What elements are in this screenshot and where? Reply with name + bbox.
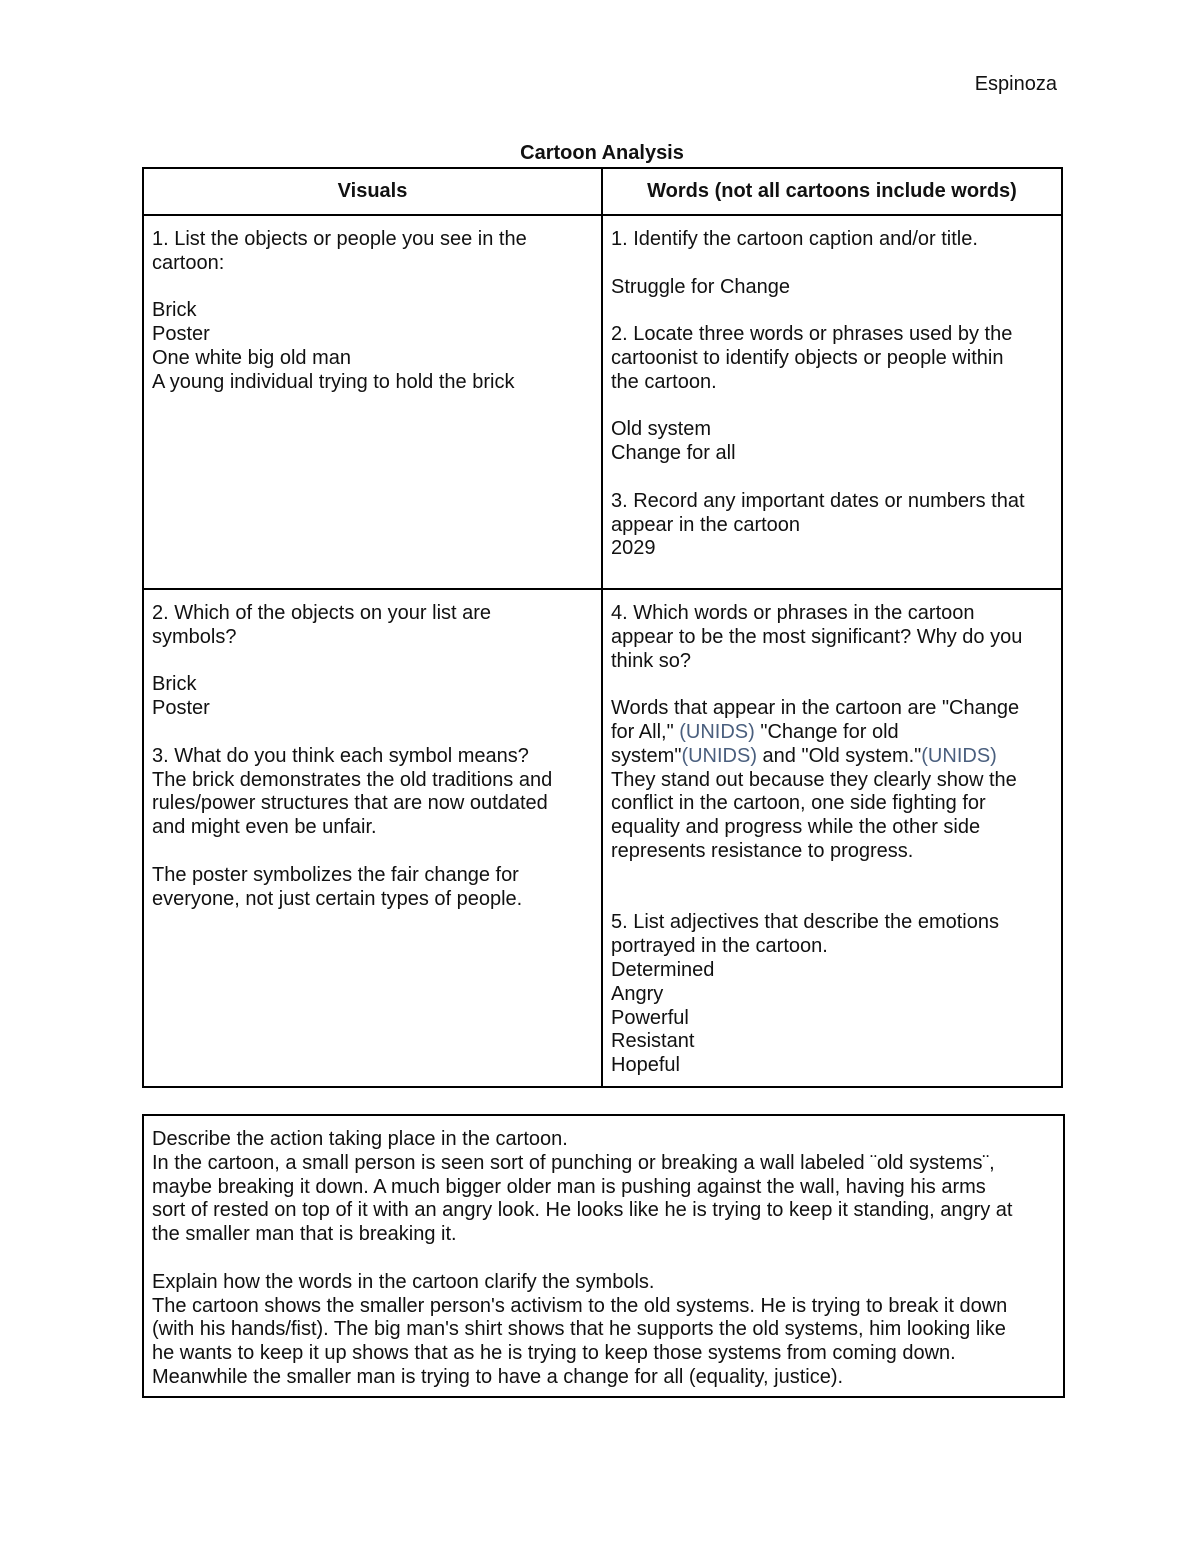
words-q5-question-line: 5. List adjectives that describe the emotions [611, 911, 999, 934]
words-q4-question-line: 4. Which words or phrases in the cartoon [611, 602, 975, 624]
words-q2-question-line: cartoonist to identify objects or people within [611, 346, 1004, 369]
visuals-q3-answer-line: everyone, not just certain types of people. [152, 887, 523, 910]
column-header-words: Words (not all cartoons include words) [602, 168, 1062, 215]
analysis-table [142, 167, 1063, 1088]
page-title: Cartoon Analysis [520, 142, 684, 164]
summary-words-answer-line: The cartoon shows the smaller person's activism to the old systems. He is trying to break it down [152, 1294, 1008, 1317]
visuals-q2-question-line: symbols? [152, 625, 237, 648]
list-item: Poster [152, 697, 210, 720]
visuals-cell-2 [143, 589, 602, 1087]
words-q3-question-line: appear in the cartoon [611, 513, 801, 536]
summary-action-answer-line: sort of rested on top of it with an angry look. He looks like he is trying to keep it standing, angry at [152, 1199, 1013, 1222]
summary-words-answer-line: (with his hands/fist). The big man's shirt shows that he supports the old systems, him looking like [152, 1318, 1006, 1341]
answer-text: system" [611, 744, 682, 767]
words-q1-answer: Struggle for Change [611, 275, 791, 298]
visuals-q3-question: 3. What do you think each symbol means? [152, 744, 529, 767]
list-item: Brick [152, 673, 197, 696]
answer-text: for All," [611, 720, 680, 743]
answer-text: and "Old system." [757, 744, 922, 767]
visuals-q3-answer-line: The poster symbolizes the fair change for [152, 863, 519, 886]
words-q3-answer: 2029 [611, 537, 656, 560]
words-q3-question-line: 3. Record any important dates or numbers that [611, 489, 1025, 512]
table-row [143, 215, 1062, 589]
source-reference: (UNIDS) [681, 744, 757, 767]
summary-action-answer-line: maybe breaking it down. A much bigger older man is pushing against the wall, having his arms [152, 1175, 986, 1198]
list-item: Powerful [611, 1006, 689, 1029]
list-item: Resistant [611, 1030, 695, 1053]
list-item: Poster [152, 323, 210, 346]
list-item: Old system [611, 418, 712, 441]
summary-action-answer-line: In the cartoon, a small person is seen sort of punching or breaking a wall labeled ¨old systems¨, [152, 1151, 995, 1174]
summary-box [142, 1114, 1065, 1398]
words-q2-question-line: 2. Locate three words or phrases used by the [611, 323, 1013, 346]
source-reference: (UNIDS) [921, 744, 997, 767]
list-item: Determined [611, 958, 715, 981]
table-row [143, 589, 1062, 1087]
summary-action-answer-line: the smaller man that is breaking it. [152, 1223, 457, 1246]
words-q4-answer-line [611, 721, 1053, 745]
visuals-q3-answer-line: rules/power structures that are now outdated [152, 792, 548, 815]
words-q4-answer-line: Words that appear in the cartoon are "Change [611, 697, 1020, 720]
list-item: One white big old man [152, 346, 352, 369]
column-header-visuals: Visuals [143, 168, 602, 215]
words-q5-question-line: portrayed in the cartoon. [611, 935, 828, 958]
words-q4-question-line: appear to be the most significant? Why do you [611, 625, 1023, 648]
words-q4-question-line: think so? [611, 649, 692, 672]
list-item: Change for all [611, 442, 736, 465]
words-q4-answer-line [611, 745, 1053, 769]
author-name: Espinoza [974, 73, 1057, 95]
visuals-q1-question-line: 1. List the objects or people you see in the [152, 228, 527, 250]
words-q1-question: 1. Identify the cartoon caption and/or title. [611, 228, 978, 250]
words-q4-answer-line: represents resistance to progress. [611, 839, 914, 862]
summary-words-answer-line: he wants to keep it up shows that as he is trying to keep those systems from coming down. [152, 1342, 956, 1365]
visuals-q2-question-line: 2. Which of the objects on your list are [152, 602, 492, 624]
source-reference: (UNIDS) [679, 720, 755, 743]
words-q4-answer-line: conflict in the cartoon, one side fighting for [611, 792, 986, 815]
list-item: Hopeful [611, 1054, 680, 1077]
summary-action-question: Describe the action taking place in the cartoon. [152, 1128, 568, 1150]
words-q4-answer-line: equality and progress while the other side [611, 816, 981, 839]
visuals-q3-answer-line: and might even be unfair. [152, 816, 377, 839]
visuals-cell-1 [143, 215, 602, 589]
summary-words-question: Explain how the words in the cartoon clarify the symbols. [152, 1270, 655, 1293]
list-item: A young individual trying to hold the brick [152, 370, 515, 393]
summary-words-answer-line: Meanwhile the smaller man is trying to have a change for all (equality, justice). [152, 1365, 844, 1388]
words-q4-answer-line: They stand out because they clearly show the [611, 768, 1017, 791]
words-cell-1 [602, 215, 1062, 589]
list-item: Angry [611, 982, 664, 1005]
words-cell-2 [602, 589, 1062, 1087]
answer-text: "Change for old [754, 720, 899, 743]
visuals-q1-question-line: cartoon: [152, 251, 225, 274]
list-item: Brick [152, 299, 197, 322]
table-header-row [143, 168, 1062, 215]
words-q2-question-line: the cartoon. [611, 370, 717, 393]
visuals-q3-answer-line: The brick demonstrates the old traditions and [152, 768, 553, 791]
